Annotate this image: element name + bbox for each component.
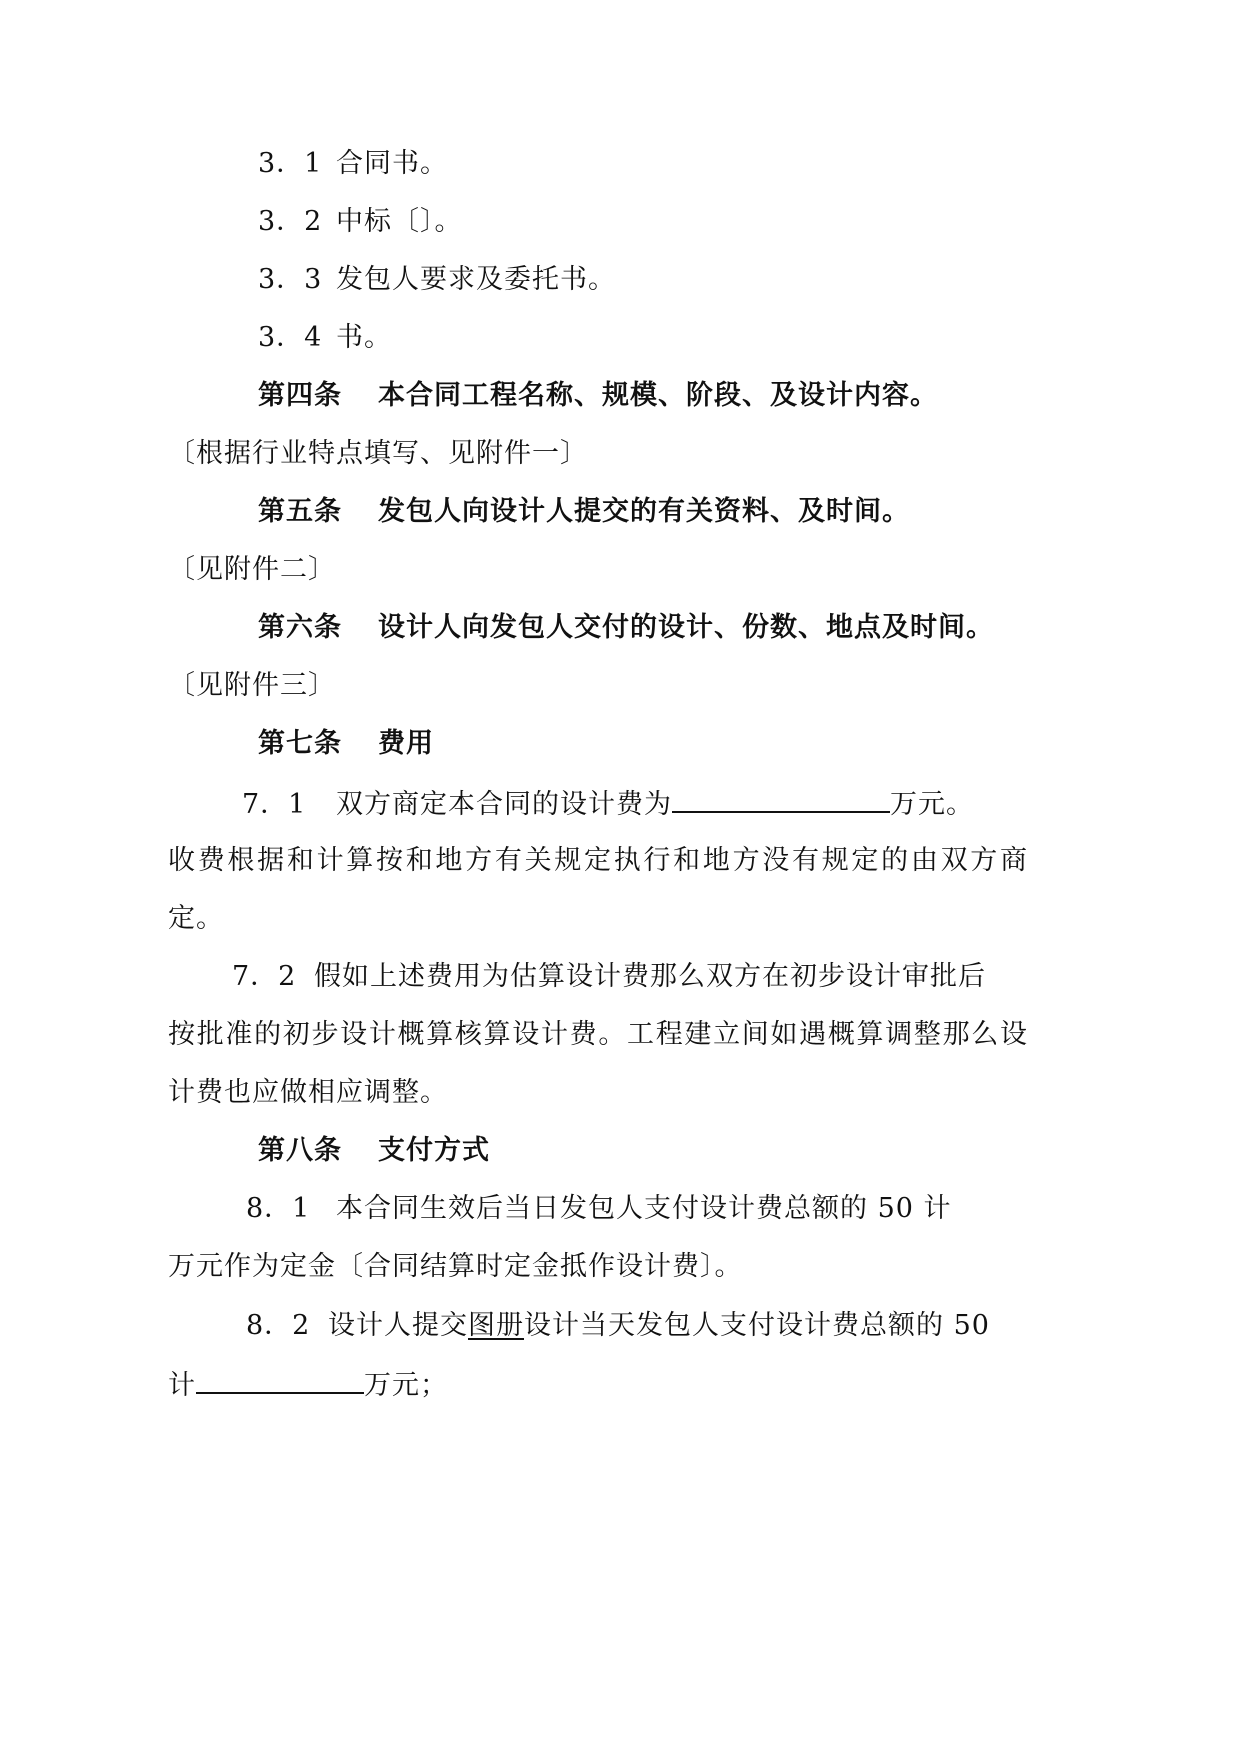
clause-text: 双方商定本合同的设计费为 [336, 789, 672, 820]
article-7-heading [258, 724, 434, 764]
article-4-heading [258, 376, 938, 416]
article-number: 第七条 [258, 728, 342, 759]
item-3-4 [258, 318, 392, 358]
item-text: 合同书。 [336, 148, 448, 179]
clause-8-2-line-1 [246, 1306, 990, 1346]
article-number: 第四条 [258, 380, 342, 411]
article-title: 设计人向发包人交付的设计、份数、地点及时间。 [378, 612, 994, 643]
article-title: 费用 [378, 728, 434, 759]
item-number: 3．3 [258, 264, 323, 295]
clause-7-1-line-1 [242, 783, 974, 825]
article-title: 本合同工程名称、规模、阶段、及设计内容。 [378, 380, 938, 411]
article-title: 支付方式 [378, 1135, 490, 1166]
clause-8-1-line-2: 万元作为定金〔合同结算时定金抵作设计费〕。 [168, 1251, 743, 1282]
article-6-heading [258, 608, 994, 648]
item-number: 3．4 [258, 322, 323, 353]
article-title: 发包人向设计人提交的有关资料、及时间。 [378, 496, 910, 527]
clause-7-2-line-3: 计费也应做相应调整。 [168, 1077, 448, 1108]
clause-number: 7．2 [232, 961, 297, 992]
article-number: 第八条 [258, 1135, 342, 1166]
clause-8-1-line-1 [246, 1189, 952, 1229]
article-number: 第五条 [258, 496, 342, 527]
amount-blank [196, 1364, 364, 1394]
article-5-heading [258, 492, 910, 532]
clause-7-2-line-1 [232, 957, 986, 997]
clause-number: 8．2 [246, 1310, 311, 1341]
clause-number: 8．1 [246, 1193, 311, 1224]
clause-text: 计 [168, 1370, 196, 1401]
article-5-note: 〔见附件二〕 [168, 554, 336, 585]
item-number: 3．1 [258, 148, 323, 179]
clause-text: 设计人提交 [328, 1310, 468, 1341]
item-3-2 [258, 202, 463, 242]
article-6-note: 〔见附件三〕 [168, 670, 336, 701]
clause-7-1-line-2: 收费根据和计算按和地方有关规定执行和地方没有规定的由双方商 [168, 845, 1028, 876]
item-3-1 [258, 144, 448, 184]
clause-7-1-line-3: 定。 [168, 903, 224, 934]
item-text: 中标〔〕。 [336, 206, 463, 237]
article-4-note: 〔根据行业特点填写、见附件一〕 [168, 438, 588, 469]
clause-8-2-line-2 [168, 1364, 448, 1406]
clause-text: 假如上述费用为估算设计费那么双方在初步设计审批后 [314, 961, 986, 992]
fee-blank [672, 783, 890, 813]
clause-number: 7．1 [242, 789, 307, 820]
item-3-3 [258, 260, 616, 300]
clause-text: 本合同生效后当日发包人支付设计费总额的 50 计 [336, 1193, 952, 1224]
clause-text: 设计当天发包人支付设计费总额的 50 [524, 1310, 990, 1341]
item-text: 发包人要求及委托书。 [336, 264, 616, 295]
article-number: 第六条 [258, 612, 342, 643]
clause-7-2-line-2: 按批准的初步设计概算核算设计费。工程建立间如遇概算调整那么设 [168, 1019, 1028, 1050]
clause-text-unit: 万元。 [890, 789, 974, 820]
article-8-heading [258, 1131, 490, 1171]
underlined-term: 图册 [468, 1310, 524, 1341]
item-text: 书。 [336, 322, 392, 353]
clause-text-unit: 万元； [364, 1370, 448, 1401]
item-number: 3．2 [258, 206, 323, 237]
